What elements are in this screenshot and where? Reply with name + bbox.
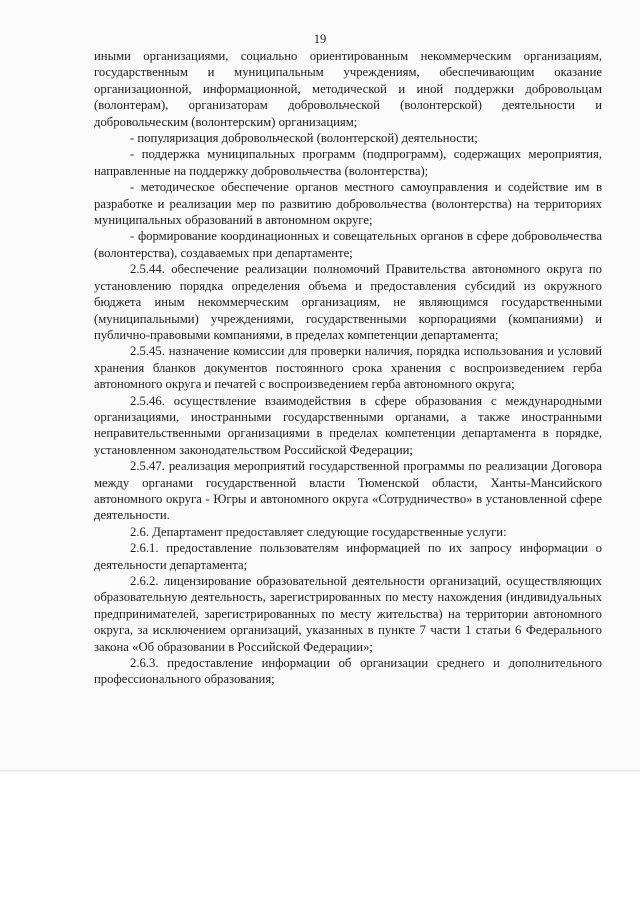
paragraph-2-5-45: 2.5.45. назначение комиссии для проверки наличия, порядка использования и условий хранения бланков документов постоянного срока хранения с воспроизведением герба автономного округа и печатей с воспроизведением герба автономного округа;: [94, 344, 602, 392]
paragraph-2-5-44: 2.5.44. обеспечение реализации полномочий Правительства автономного округа по установлению порядка определения объема и предоставления субсидий из окружного бюджета иным некоммерческим организациям, не являющимся государственными (муниципальными) учреждениями, государственными корпорациями (компаниями) и публично-правовыми компаниями, в пределах компетенции департамента;: [94, 262, 602, 342]
paragraph-coordination-bodies: - формирование координационных и совещательных органов в сфере добровольчества (волонтерства), создаваемых при департаменте;: [94, 229, 602, 260]
paragraph-2-6-2: 2.6.2. лицензирование образовательной деятельности организаций, осуществляющих образовательную деятельность, зарегистрированных по месту нахождения (индивидуальных предпринимателей, зарегистрированных по месту жительства) на территории автономного округа, за исключением организаций, указанных в пункте 7 части 1 статьи 6 Федерального закона «Об образовании в Российской Федерации»;: [94, 574, 602, 654]
document-body: [94, 48, 602, 688]
paragraph-municipal-programs: - поддержка муниципальных программ (подпрограмм), содержащих мероприятия, направленные на поддержку добровольчества (волонтерства);: [94, 147, 602, 178]
paragraph-2-5-47: 2.5.47. реализация мероприятий государственной программы по реализации Договора между органами государственной власти Тюменской области, Ханты-Мансийского автономного округа - Югры и автономного округа «Сотрудничество» в установленной сфере деятельности.: [94, 459, 602, 523]
paragraph-2-6-1: 2.6.1. предоставление пользователям информацией по их запросу информации о деятельности департамента;: [94, 541, 602, 572]
paragraph-2-6: 2.6. Департамент предоставляет следующие государственные услуги:: [130, 524, 507, 539]
page-number: 19: [313, 32, 327, 46]
paragraph-continuation: иными организациями, социально ориентированным некоммерческим организациям, государственным и муниципальным учреждениям, обеспечивающим оказание организационной, информационной, методической и иной поддержки добровольцам (волонтерам), организаторам добровольческой (волонтерской) деятельности и добровольческим (волонтерским) организациям;: [94, 49, 602, 129]
paragraph-2-6-3: 2.6.3. предоставление информации об организации среднего и дополнительного профессионального образования;: [94, 656, 602, 687]
scan-edge: [0, 770, 640, 773]
paragraph-2-5-46: 2.5.46. осуществление взаимодействия в сфере образования с международными организациями, иностранными государственными органами, а также иностранными неправительственными организациями в пределах компетенции департамента в порядке, установленном законодательством Российской Федерации;: [94, 393, 602, 457]
paragraph-popularization: - популяризация добровольческой (волонтерской) деятельности;: [130, 131, 478, 146]
paragraph-methodical-support: - методическое обеспечение органов местного самоуправления и содействие им в разработке и реализации мер по развитию добровольчества (волонтерства) на территориях муниципальных образований в автономном округе;: [94, 180, 602, 228]
